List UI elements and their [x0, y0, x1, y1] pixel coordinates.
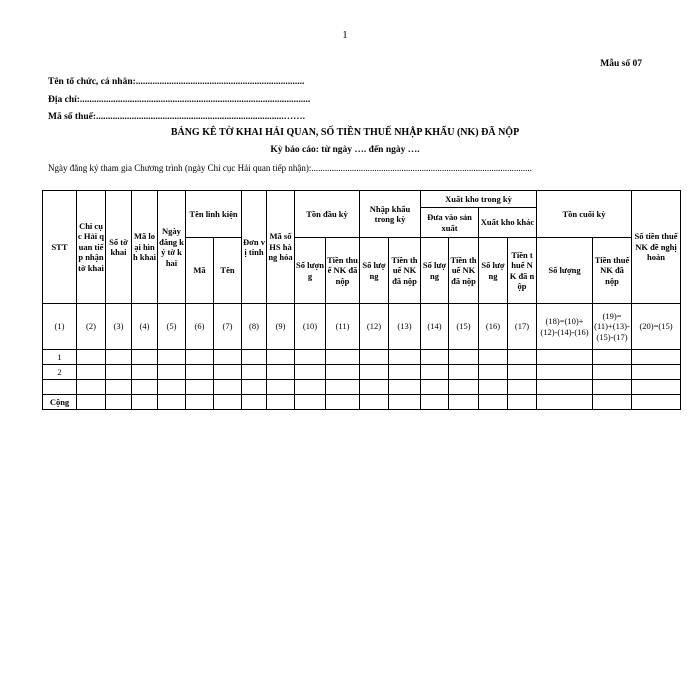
tax-code-field: Mã số thuế:...............................................................................…….	[48, 112, 306, 122]
row-index	[43, 380, 77, 395]
column-number: (15)	[449, 304, 479, 350]
column-number: (14)	[421, 304, 449, 350]
document-title: BẢNG KÊ TỜ KHAI HẢI QUAN, SỐ TIỀN THUẾ NHẬP KHẨU (NK) ĐÃ NỘP	[170, 127, 520, 138]
table-row	[43, 365, 681, 380]
table-row	[43, 350, 681, 365]
table-cell	[77, 350, 106, 365]
table-cell	[479, 350, 508, 365]
column-number: (2)	[77, 304, 106, 350]
table-cell	[132, 350, 158, 365]
column-number: (6)	[186, 304, 214, 350]
table-cell	[326, 350, 360, 365]
header-declaration-no: Số tờ khai	[106, 191, 132, 304]
table-cell	[106, 350, 132, 365]
column-number: (8)	[242, 304, 267, 350]
header-import-quantity: Số lượng	[360, 238, 389, 304]
header-production-quantity: Số lượng	[421, 238, 449, 304]
table-cell	[295, 350, 326, 365]
header-other-tax: Tiền thuế NK đã nộp	[508, 238, 537, 304]
header-closing-quantity: Số lượng	[537, 238, 593, 304]
table-cell	[593, 365, 632, 380]
header-hs-code: Mã số HS hàng hóa	[267, 191, 295, 304]
table-cell	[632, 350, 681, 365]
table-cell	[106, 380, 132, 395]
table-cell	[77, 380, 106, 395]
table-cell	[508, 365, 537, 380]
registration-date-line: Ngày đăng ký tham gia Chương trình (ngày Chi cục Hải quan tiếp nhận):..................................................................................................	[48, 163, 532, 173]
header-registration-date: Ngày đăng ký tờ khai	[158, 191, 186, 304]
table-cell	[593, 380, 632, 395]
org-name-field: Tên tổ chức, cá nhân:.......................................................................	[48, 77, 305, 87]
table-cell	[242, 380, 267, 395]
column-number: (3)	[106, 304, 132, 350]
table-cell	[158, 380, 186, 395]
table-cell	[214, 350, 242, 365]
table-body	[43, 350, 681, 395]
header-opening-quantity: Số lượng	[295, 238, 326, 304]
table-cell	[186, 380, 214, 395]
table-cell	[449, 350, 479, 365]
declaration-table	[42, 190, 681, 410]
table-cell	[632, 365, 681, 380]
column-number: (4)	[132, 304, 158, 350]
column-number: (16)	[479, 304, 508, 350]
table-cell	[267, 380, 295, 395]
table-cell	[186, 350, 214, 365]
column-number: (11)	[326, 304, 360, 350]
column-number: (18)=(10)+(12)-(14)-(16)	[537, 304, 593, 350]
table-cell	[537, 380, 593, 395]
table-cell	[449, 365, 479, 380]
table-cell	[537, 350, 593, 365]
table-cell	[214, 365, 242, 380]
table-row	[43, 380, 681, 395]
table-cell	[106, 365, 132, 380]
header-import-in-period: Nhập khẩu trong kỳ	[360, 191, 421, 238]
table-cell	[214, 380, 242, 395]
header-declaration-type: Mã loại hình khai	[132, 191, 158, 304]
table-cell	[632, 380, 681, 395]
column-number: (1)	[43, 304, 77, 350]
page-number: 1	[342, 29, 348, 41]
header-customs-branch: Chi cục Hải quan tiếp nhận tờ khai	[77, 191, 106, 304]
table-cell	[242, 350, 267, 365]
row-index: 2	[43, 365, 77, 380]
header-closing-tax: Tiền thuế NK đã nộp	[593, 238, 632, 304]
table-cell	[421, 350, 449, 365]
total-label: Cộng	[43, 395, 77, 410]
header-component-label: Tên	[214, 238, 242, 304]
table-cell	[158, 350, 186, 365]
table-cell	[479, 365, 508, 380]
report-period: Kỳ báo cáo: từ ngày …. đến ngày ….	[270, 145, 420, 155]
table-cell	[360, 365, 389, 380]
header-closing-stock: Tồn cuối kỳ	[537, 191, 632, 238]
table-cell	[267, 350, 295, 365]
table-cell	[242, 365, 267, 380]
column-number: (10)	[295, 304, 326, 350]
column-number: (5)	[158, 304, 186, 350]
table-cell	[389, 380, 421, 395]
table-cell	[295, 365, 326, 380]
column-number: (9)	[267, 304, 295, 350]
table-cell	[593, 350, 632, 365]
table-cell	[326, 365, 360, 380]
header-other-quantity: Số lượng	[479, 238, 508, 304]
table-cell	[132, 365, 158, 380]
column-number: (20)=(15)	[632, 304, 681, 350]
column-number: (7)	[214, 304, 242, 350]
header-opening-tax: Tiền thuế NK đã nộp	[326, 238, 360, 304]
table-cell	[537, 365, 593, 380]
table-cell	[158, 365, 186, 380]
address-field: Địa chỉ:.................................................................................................	[48, 95, 311, 105]
table-cell	[77, 365, 106, 380]
total-row	[43, 395, 681, 410]
header-to-production: Đưa vào sản xuất	[421, 208, 479, 238]
column-number: (12)	[360, 304, 389, 350]
table-cell	[508, 380, 537, 395]
table-cell	[389, 365, 421, 380]
table-cell	[508, 350, 537, 365]
table-cell	[421, 380, 449, 395]
row-index: 1	[43, 350, 77, 365]
table-cell	[132, 380, 158, 395]
header-refund-request: Số tiền thuế NK đề nghị hoàn	[632, 191, 681, 304]
table-cell	[449, 380, 479, 395]
table-cell	[360, 350, 389, 365]
table-cell	[295, 380, 326, 395]
table-cell	[186, 365, 214, 380]
header-stt: STT	[43, 191, 77, 304]
header-opening-stock: Tồn đầu kỳ	[295, 191, 360, 238]
table-cell	[267, 365, 295, 380]
header-production-tax: Tiền thuế NK đã nộp	[449, 238, 479, 304]
header-export-in-period: Xuất kho trong kỳ	[421, 191, 537, 208]
header-import-tax: Tiền thuế NK đã nộp	[389, 238, 421, 304]
header-other-export: Xuất kho khác	[479, 208, 537, 238]
column-number: (19)=(11)+(13)-(15)-(17)	[593, 304, 632, 350]
table-cell	[360, 380, 389, 395]
table-cell	[389, 350, 421, 365]
table-cell	[479, 380, 508, 395]
header-component-name: Tên linh kiện	[186, 191, 242, 238]
header-unit: Đơn vị tính	[242, 191, 267, 304]
header-component-code: Mã	[186, 238, 214, 304]
table-cell	[326, 380, 360, 395]
form-number: Mẫu số 07	[600, 59, 642, 69]
table-cell	[421, 365, 449, 380]
column-number: (13)	[389, 304, 421, 350]
column-number: (17)	[508, 304, 537, 350]
